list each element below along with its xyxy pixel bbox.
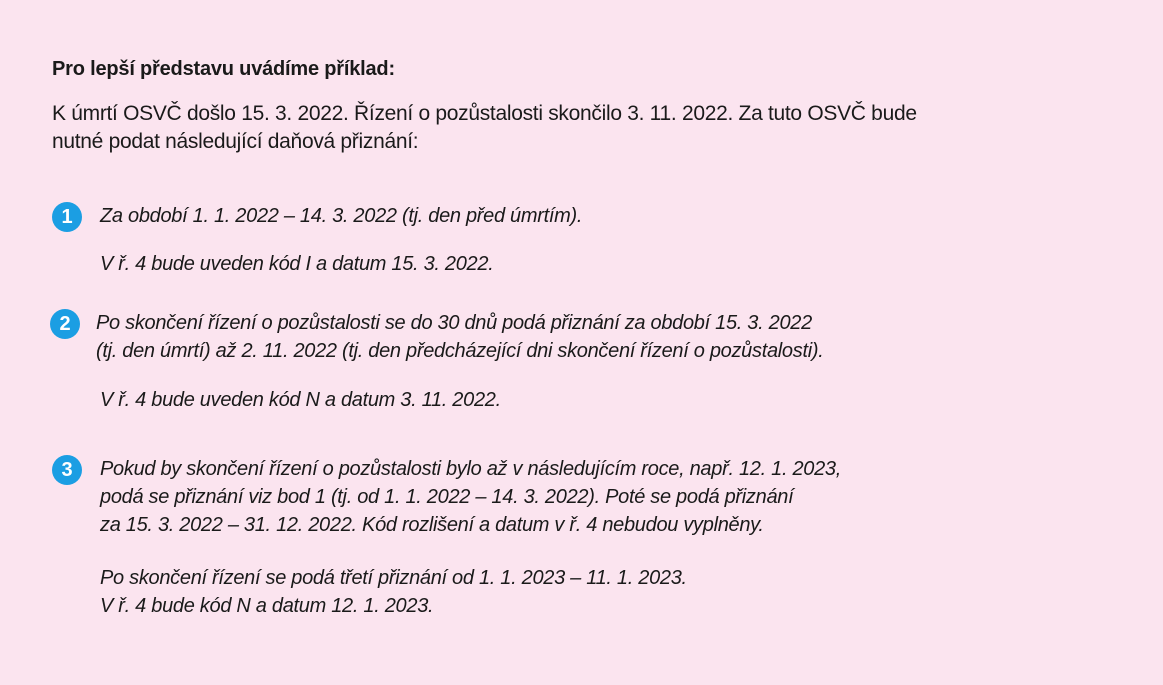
item-3-note xyxy=(100,564,687,620)
intro-line: nutné podat následující daňová přiznání: xyxy=(52,130,419,153)
item-3-line: podá se přiznání viz bod 1 (tj. od 1. 1. 2022 – 14. 3. 2022). Poté se podá přiznání xyxy=(100,486,794,508)
item-1-note-line: V ř. 4 bude uveden kód I a datum 15. 3. 2022. xyxy=(100,253,494,275)
item-2-text xyxy=(96,309,823,365)
item-3-line: za 15. 3. 2022 – 31. 12. 2022. Kód rozlišení a datum v ř. 4 nebudou vyplněny. xyxy=(100,514,764,536)
intro-paragraph xyxy=(52,100,1112,156)
item-3-note-line: Po skončení řízení se podá třetí přiznání od 1. 1. 2023 – 11. 1. 2023. xyxy=(100,567,687,589)
item-3-text xyxy=(100,455,841,539)
item-1-note xyxy=(100,250,493,278)
number-2-badge: 2 xyxy=(50,309,80,339)
item-3-note-line: V ř. 4 bude kód N a datum 12. 1. 2023. xyxy=(100,595,434,617)
item-1-text xyxy=(100,202,582,230)
item-1-line: Za období 1. 1. 2022 – 14. 3. 2022 (tj. den před úmrtím). xyxy=(100,205,583,227)
item-2-line: Po skončení řízení o pozůstalosti se do 30 dnů podá přiznání za období 15. 3. 2022 xyxy=(96,312,812,334)
item-2-line: (tj. den úmrtí) až 2. 11. 2022 (tj. den předcházející dni skončení řízení o pozůstalosti). xyxy=(96,340,824,362)
item-2-note xyxy=(100,386,501,414)
intro-line: K úmrtí OSVČ došlo 15. 3. 2022. Řízení o pozůstalosti skončilo 3. 11. 2022. Za tuto OSVČ bude xyxy=(52,102,917,125)
number-3-badge: 3 xyxy=(52,455,82,485)
number-1-badge: 1 xyxy=(52,202,82,232)
example-heading: Pro lepší představu uvádíme příklad: xyxy=(52,58,395,80)
item-3-line: Pokud by skončení řízení o pozůstalosti bylo až v následujícím roce, např. 12. 1. 2023, xyxy=(100,458,842,480)
example-box xyxy=(52,54,1112,156)
item-2-note-line: V ř. 4 bude uveden kód N a datum 3. 11. 2022. xyxy=(100,389,501,411)
